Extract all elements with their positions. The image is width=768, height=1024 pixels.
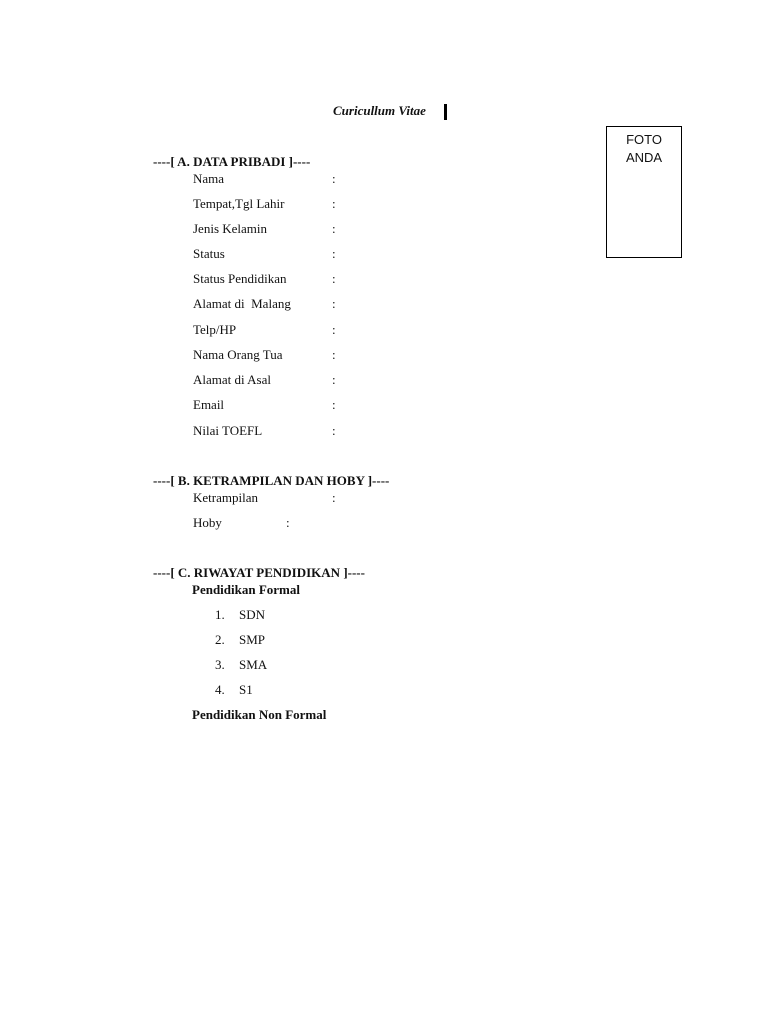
field-colon: :: [332, 171, 336, 186]
list-number: 1.: [215, 607, 225, 622]
field-colon: :: [332, 221, 336, 236]
photo-placeholder: [606, 126, 682, 258]
document-title: Curicullum Vitae: [333, 103, 426, 118]
field-colon: :: [286, 515, 290, 530]
photo-label-line1: FOTO: [626, 132, 662, 147]
field-label-nama: Nama: [193, 171, 225, 186]
list-item-sdn: SDN: [239, 607, 266, 622]
field-label-alamat-malang: Alamat di Malang: [193, 296, 291, 311]
field-colon: :: [332, 246, 336, 261]
field-label-email: Email: [193, 397, 225, 412]
field-colon: :: [332, 423, 336, 438]
list-number: 4.: [215, 682, 225, 697]
field-colon: :: [332, 397, 336, 412]
field-label-jenis-kelamin: Jenis Kelamin: [193, 221, 268, 236]
field-label-alamat-asal: Alamat di Asal: [193, 372, 271, 387]
text-cursor: [444, 104, 447, 120]
field-label-nama-orang-tua: Nama Orang Tua: [193, 347, 283, 362]
field-colon: :: [332, 196, 336, 211]
formal-education-heading: Pendidikan Formal: [192, 582, 300, 597]
field-label-tempat-tgl-lahir: Tempat,Tgl Lahir: [193, 196, 285, 211]
field-colon: :: [332, 271, 336, 286]
field-colon: :: [332, 347, 336, 362]
list-item-smp: SMP: [239, 632, 266, 647]
field-label-telp-hp: Telp/HP: [193, 322, 237, 337]
field-colon: :: [332, 372, 336, 387]
field-colon: :: [332, 490, 336, 505]
photo-label-line2: ANDA: [625, 150, 663, 165]
section-c-heading: ----[ C. RIWAYAT PENDIDIKAN ]----: [153, 565, 365, 580]
section-a-heading: ----[ A. DATA PRIBADI ]----: [153, 154, 311, 169]
nonformal-education-heading: Pendidikan Non Formal: [192, 707, 327, 722]
field-label-hoby: Hoby: [193, 515, 222, 530]
field-label-status: Status: [193, 246, 225, 261]
list-item-s1: S1: [239, 682, 253, 697]
field-label-status-pendidikan: Status Pendidikan: [193, 271, 287, 286]
list-number: 2.: [215, 632, 225, 647]
section-b-heading: ----[ B. KETRAMPILAN DAN HOBY ]----: [153, 473, 390, 488]
field-label-ketrampilan: Ketrampilan: [193, 490, 258, 505]
list-item-sma: SMA: [239, 657, 268, 672]
list-number: 3.: [215, 657, 225, 672]
field-colon: :: [332, 322, 336, 337]
field-colon: :: [332, 296, 336, 311]
field-label-nilai-toefl: Nilai TOEFL: [193, 423, 263, 438]
